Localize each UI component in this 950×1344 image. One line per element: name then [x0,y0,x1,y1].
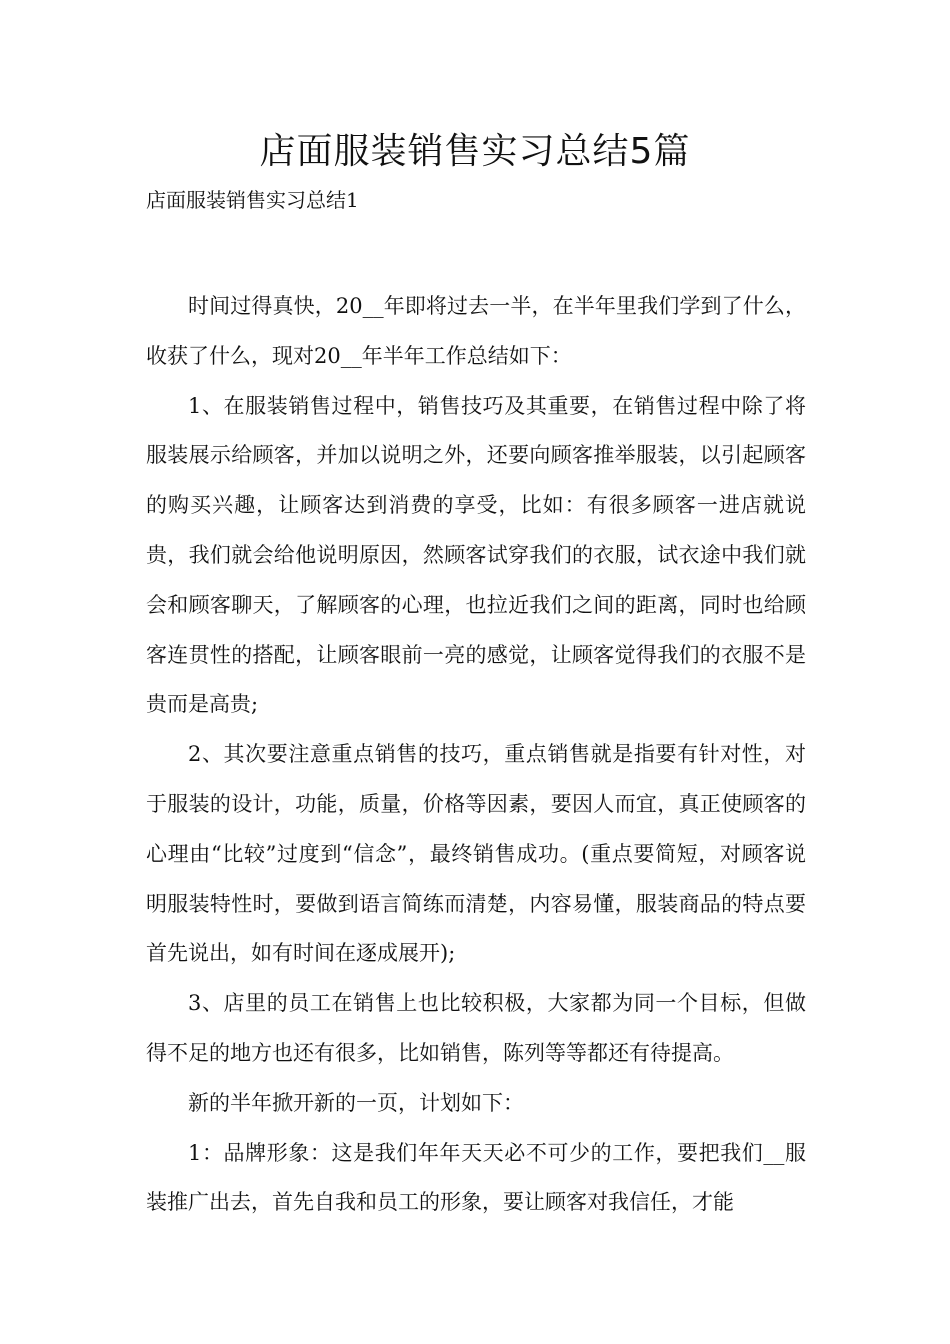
paragraph-point-3: 3、店里的员工在销售上也比较积极，大家都为同一个目标，但做得不足的地方也还有很多，比如销售，陈列等等都还有待提高。 [146,991,806,1065]
document-body [146,282,806,1228]
document-title: 店面服装销售实习总结5篇 [259,131,691,172]
paragraph-point-2: 2、其次要注意重点销售的技巧，重点销售就是指要有针对性，对于服装的设计，功能，质量，价格等因素，要因人而宜，真正使顾客的心理由“比较”过度到“信念”，最终销售成功。(重点要简短，对顾客说明服装特性时，要做到语言简练而清楚，内容易懂，服装商品的特点要首先说出，如有时间在逐成展开); [146,742,806,966]
paragraph-plan-1: 1：品牌形象：这是我们年年天天必不可少的工作，要把我们__服装推广出去，首先自我和员工的形象，要让顾客对我信任，才能 [146,1140,806,1215]
paragraph-intro: 时间过得真快，20__年即将过去一半，在半年里我们学到了什么，收获了什么，现对20__年半年工作总结如下： [146,294,806,368]
section-heading: 店面服装销售实习总结1 [146,188,359,212]
paragraph-point-1: 1、在服装销售过程中，销售技巧及其重要，在销售过程中除了将服装展示给顾客，并加以说明之外，还要向顾客推举服装，以引起顾客的购买兴趣，让顾客达到消费的享受，比如：有很多顾客一进店就说贵，我们就会给他说明原因，然顾客试穿我们的衣服，试衣途中我们就会和顾客聊天，了解顾客的心理，也拉近我们之间的距离，同时也给顾客连贯性的搭配，让顾客眼前一亮的感觉，让顾客觉得我们的衣服不是贵而是高贵; [146,393,806,717]
paragraph-plan-intro: 新的半年掀开新的一页，计划如下： [188,1090,524,1115]
